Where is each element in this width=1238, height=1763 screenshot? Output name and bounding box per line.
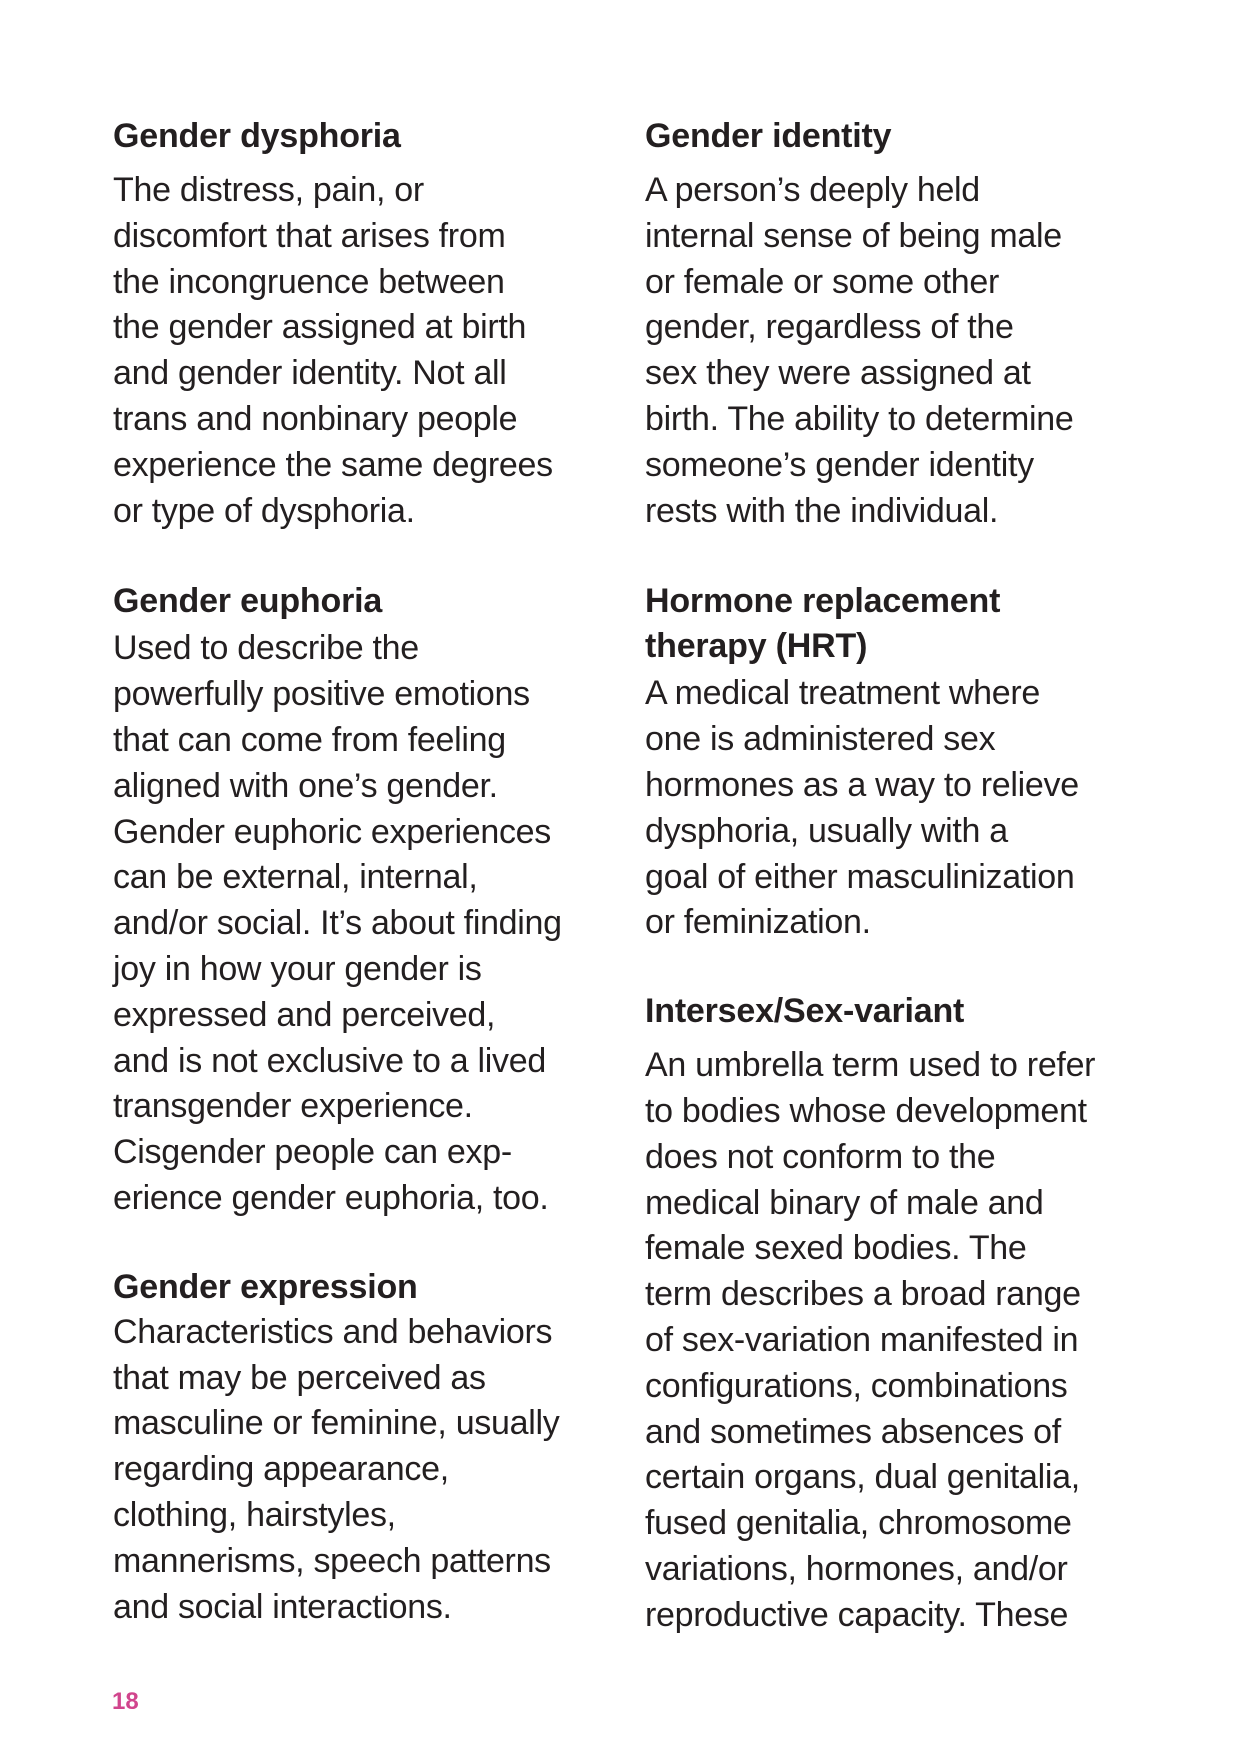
term-definition: Characteristics and behaviors that may be perceived as masculine or feminine, usually regarding appearance, clothing, hairstyles, mannerisms, speech patterns and social interactions. [113,1312,560,1626]
term-title: Gender euphoria [113,582,383,621]
glossary-entry-gender-dysphoria [113,114,613,534]
left-column [113,114,613,1675]
term-definition: A medical treatment where one is administered sex hormones as a way to relieve dysphoria, usually with a goal of either masculinization or feminization. [645,674,1079,942]
term-title: Hormone replacement therapy (HRT) [645,582,1001,666]
term-definition: A person’s deeply held internal sense of being male or female or some other gender, regardless of the sex they were assigned at birth. The ability to determine someone’s gender identity rests with the individual. [645,171,1074,530]
glossary-entry-hrt [645,579,1165,946]
term-title: Intersex/Sex-variant [645,992,965,1031]
glossary-entry-intersex [645,989,1165,1638]
term-title: Gender dysphoria [113,117,401,155]
term-definition: Used to describe the powerfully positive emotions that can come from feeling aligned with one’s gender. Gender euphoric experiences can be external, internal, and/or social. It’s about finding joy in how your gender is expressed and perceived, and is not exclusive to a lived transgender experience. Cisgender people can exp- erience gender euphoria, too. [113,629,562,1217]
glossary-entry-gender-euphoria [113,579,613,1221]
term-definition: An umbrella term used to refer to bodies whose development does not conform to the medical binary of male and female sexed bodies. The term describes a broad range of sex-variation manifested in configurations, combinations and sometimes absences of certain organs, dual genitalia, fused genitalia, chromosome variations, hormones, and/or reproductive capacity. These [645,1046,1096,1634]
term-definition: The distress, pain, or discomfort that arises from the incongruence between the gender assigned at birth and gender identity. Not all trans and nonbinary people experience the same degrees or type of dysphoria. [113,171,553,530]
glossary-entry-gender-expression [113,1265,613,1631]
right-column [645,114,1165,1684]
glossary-entry-gender-identity [645,114,1165,534]
term-title: Gender expression [113,1267,418,1306]
page-number: 18 [112,1688,139,1715]
term-title: Gender identity [645,117,892,155]
